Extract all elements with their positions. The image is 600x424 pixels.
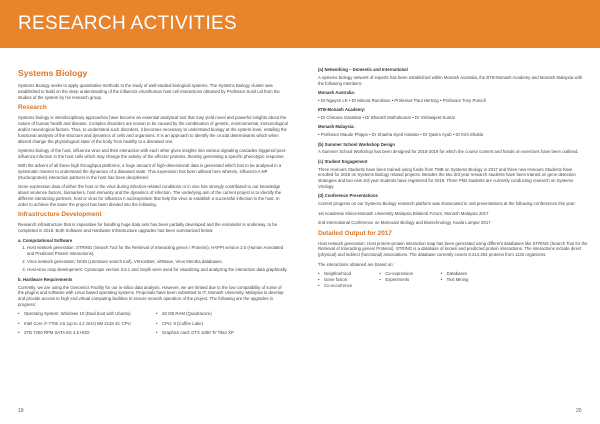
hardware-spec-list [18, 311, 288, 339]
student-engagement-text: Three Honours Students have been trained using funds from TMB on Systems Biology in 2017 and three new Honours Students have enrolled for 2018 on Systems Biology related projects. Besides the two 3rd year research students have been trained on gene detection strategies and two new 3rd year students have registered for 2018. Three PhD students are currently conducting research on Systems Virology. [318, 166, 576, 189]
infrastructure-heading: Infrastructure Development [18, 211, 102, 219]
list-item: 1. Host network generation: STRING (Search Tool for the Retrieval of Interacting genes / Proteins), HAPPI version 2.0 (Human Annotated and Predicted Protein Interactions). [27, 245, 288, 257]
page-number-right: 20 [576, 408, 582, 414]
infrastructure-intro: Research infrastructure that is imperative for handling huge data sets has been partially developed and the remainder is underway, to be completed in 2018. Both Software and Hardware Infrastructure upgrades has been summarized below: [18, 222, 278, 234]
student-engagement-heading: (c) Student Engagement [318, 158, 368, 164]
page-banner [0, 0, 600, 48]
list-item: • Text Mining [441, 277, 498, 283]
networking-intro: A systems biology network of experts has been established within Monash Australia, the BTB-Monash Academy and Monash Malaysia with the following members: [318, 74, 583, 86]
list-item: • 28 GB RAM (Quadracore) [156, 311, 288, 317]
summer-school-heading: (b) Summer School Workshop Design [318, 141, 396, 147]
list-item: • Databases [441, 271, 498, 277]
hardware-heading: b. Hardware Requirements [18, 276, 73, 282]
left-column [18, 64, 288, 340]
systems-biology-heading: Systems Biology [18, 68, 88, 78]
research-paragraph: Systems biology is interdisciplinary approaches have become an essential analytical tool that may yield novel and powerful insights about the nature of human health and disease. Complex disorders are known to be caused by the combination of genetic, environmental, immunological and/or neurological factors. Thus, to understand such disorders, it becomes necessary to understand biology at the system level, entailing the functional analysis of the structure and dynamics of cells and organisms. It is an approach to identify the crucial determinants which when altered change the physiological state of the body from healthy to a diseased one. [18, 115, 288, 144]
keywords-intro: The interactions obtained are based on: [318, 261, 394, 267]
research-heading: Research [18, 104, 47, 112]
hardware-intro: Currently, we are using the Genomics Facility for our in-silico data analysis. However, we are limited due to the low compatibility of some of the plugins and software with Linux based operating systems. Proposals have been submitted to IT, Monash University, Malaysia to develop and provide access to high end virtual computing facilities to ensure smooth operation of the project. The following are the upgrades in progress: [18, 284, 284, 308]
intro-paragraph: Systems Biology seeks to apply quantitative methods to the study of well-studied biological systems. The Systems Biology cluster was established to build on the deep understanding of the influenza virus/human host cell interactions obtained by Professor Sunil Lal from the studies of the system by his research group. [18, 83, 280, 100]
list-item: • Experiments [379, 277, 436, 283]
right-column [318, 64, 588, 288]
list-item: • 2TB 7200 RPM SATA 6G 3.5 HDD [18, 330, 150, 336]
monash-malaysia-heading: Monash Malaysia: [318, 124, 355, 130]
list-item: • CPU: 8 (Coffee Lake) [156, 321, 288, 327]
networking-heading: (a) Networking – Domestic and International [318, 67, 408, 72]
research-paragraph: Gene expression data of either the host or the virus during infection-related conditions or in vivo has strongly contributed to our knowledge about virulence factors, biomarkers, host immunity and the dynamics of infection. The underlying aim of the current project is to identify the different interacting partners, host or virus for influenza A nucleoprotein that help the virus to establish a successful infection in the host. In order to achieve the same the project has been divided into the following. [18, 184, 282, 207]
list-item: • Operating System: Windows 10 (Dual boot with Ubuntu) [18, 311, 150, 317]
monash-australia-heading: Monash Australia: [318, 89, 356, 95]
research-paragraph: Systems biology of the host, influenza virus and their interaction with each other gives insights into various signaling cascades triggered post-influenza infection in the host cells which may change the activity of the effector proteins, thereby generating a specific phenotypic response. [18, 147, 287, 159]
software-list [18, 245, 288, 273]
research-paragraph: With the advent of all these high throughput platforms, a huge amount of high-dimensional data is generated which has to be analysed in a systematic manner to understand the dynamics of a diseased state. This expression has been utilised here wherein, influenza A NP (Nucleoprotein) interaction partners in the host has been deciphered. [18, 163, 282, 180]
list-item: 2. Virus network generation: NCBI (Literature search tool), VirHostNet, viRBase, Virus Mentha databases. [27, 259, 288, 265]
detailed-output-heading: Detailed Output for 2017 [318, 229, 392, 237]
iitb-members: • Dr Chetana Gasmkar • Dr Bharath Muthukumar • Dr Vishwajeet Kumar [318, 114, 456, 120]
conference-text: Current progress on our Systems Biology research platform was showcased in oral presentations at the following conferences this year: [318, 201, 576, 207]
list-item: • Intel Core i7-7700 3.6 (up to 4.2 GHz) 8M 2133 4C CPU [18, 321, 150, 327]
list-item: • Co-occurrence [318, 283, 375, 289]
interaction-basis-list [318, 271, 498, 288]
software-heading: a. Computational Software [18, 237, 73, 243]
detailed-output-text: Host network generation: Host protein-protein interaction map has been generated using different databases like STRING (Search Tool for the Retrieval of Interacting genes/ Proteins). STRING is a database of known and predicted protein interactions. The interactions include direct (physical) and indirect (functional) associations. The database currently covers 9,214,264 proteins from 1133 organisms. [318, 240, 588, 258]
list-item: • Graphics card: GTX 1080 Ti/ Titan XP [156, 330, 288, 336]
page-title: RESEARCH ACTIVITIES [18, 13, 237, 34]
summer-school-text: A Summer School Workshop has been designed for 2018-2019 for which the course content and hands on exercises have been outlined. [318, 149, 579, 155]
conference-heading: (d) Conference Presentations [318, 193, 378, 199]
monash-australia-members: • Dr Nguyen LK • Dr Minura Rumilison • Professor Paul Hertzog • Professor Tony Purcell [318, 97, 486, 103]
list-item: 3. Host-virus map development: Cytoscape version 3.5.1 and Gephi were used for visualizing and analyzing the interaction data graphically. [27, 267, 288, 273]
monash-malaysia-members: • Professor Maude Phipps • Dr Shaeha Syed Hassan • Dr Qasim Ayub • Dr Kirti Shukla [318, 132, 483, 138]
conference-item: 2nd International Conference on Molecular Biology and Biotechnology, Kuala Lumpur 2017 [318, 219, 491, 225]
list-item: • Co-expression [379, 271, 436, 277]
iitb-heading: IITB-Monash Academy: [318, 107, 366, 113]
list-item: • Gene fusion [318, 277, 375, 283]
conference-item: 1st Academia Sinica-Monash University Malaysia Bilateral Forum, Monash Malaysia 2017 [318, 210, 489, 216]
page-number-left: 19 [18, 408, 24, 414]
list-item: • Neighborhood [318, 271, 375, 277]
